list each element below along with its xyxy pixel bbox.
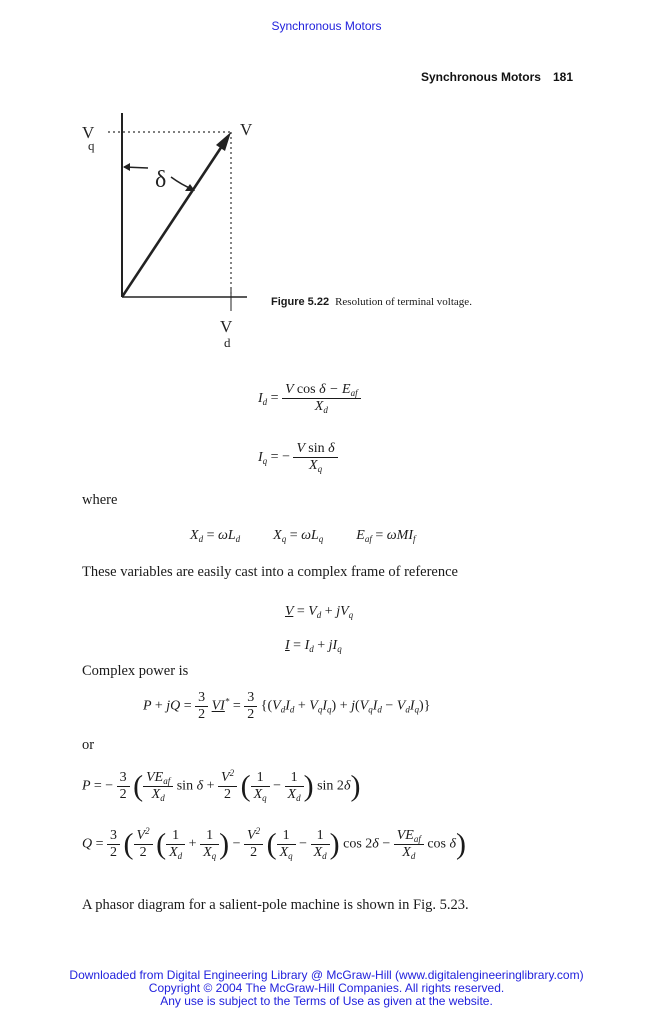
- vd-label-sub: d: [224, 335, 231, 350]
- v-label: V: [240, 120, 253, 139]
- equation-iq: $I_q$ = − $\frac{\text{V sin δ}}{X_q}$: [258, 441, 338, 474]
- delta-label: δ: [155, 167, 167, 193]
- footer-line-download[interactable]: Downloaded from Digital Engineering Library @ McGraw-Hill (www.digitalengineeringlibrary.com): [69, 968, 584, 982]
- equation-v-complex: $V = V_d + jV_q$: [285, 604, 354, 620]
- text-or: or: [82, 737, 95, 753]
- caption-label: Figure 5.22: [271, 296, 330, 308]
- equation-id: $I_d$ = $\frac{V \cos \delta - E_{af}}{X_d}$: [258, 382, 361, 415]
- caption-text: Resolution of terminal voltage.: [335, 296, 472, 308]
- text-cast: These variables are easily cast into a complex frame of reference: [82, 564, 458, 580]
- delta-arrowhead-left: [123, 163, 130, 171]
- running-head: [421, 70, 573, 84]
- equation-q: Q = $\frac{3}{2}$ ( $\frac{V^2}{2}$ ( $\frac{1}{X_d}$ + $\frac{1}{X_q}$ ) − $\frac{V^2}{2}$ ( $\frac{1}{X_q}$ − $\frac{1}{X_d}$ ) cos 2δ − $\frac{VE_{af}}{X_d}$ cos δ): [82, 826, 467, 861]
- page-number: 181: [552, 70, 573, 84]
- equation-complex-power: P + jQ = $\frac{3}{2}$ VI* = $\frac{3}{2}$ $\{(V_dI_d + V_qI_q) + j(V_qI_d - V_dI_q)\}$: [143, 690, 431, 722]
- footer-notice: [0, 969, 653, 1008]
- voltage-resolution-diagram: [70, 105, 270, 355]
- figure-caption: [271, 296, 472, 308]
- equation-p: P = − $\frac{3}{2}$ ( $\frac{VE_{af}}{X_d}$ sin δ + $\frac{V^2}{2}$ ( $\frac{1}{X_q}$ − $\frac{1}{X_d}$ ) sin 2δ): [82, 768, 361, 803]
- vq-label: V: [82, 123, 95, 142]
- text-phasor: A phasor diagram for a salient-pole machine is shown in Fig. 5.23.: [82, 897, 469, 913]
- running-title: Synchronous Motors: [420, 70, 541, 84]
- v-phasor-arrowhead: [216, 132, 231, 151]
- footer-line-copyright: Copyright © 2004 The McGraw-Hill Companies. All rights reserved.: [148, 981, 505, 995]
- equation-i-complex: $I = I_d + jI_q$: [285, 638, 342, 654]
- v-phasor: [122, 137, 228, 297]
- text-where: where: [82, 492, 118, 508]
- vd-label: V: [220, 317, 233, 336]
- vq-label-sub: q: [88, 138, 95, 153]
- footer-line-terms[interactable]: Any use is subject to the Terms of Use as given at the website.: [160, 994, 493, 1008]
- equation-reactances: $X_d = \omega L_d$ $X_q = \omega L_q$ $E_{af} = \omega MI_f$: [190, 528, 416, 544]
- text-complex-power: Complex power is: [82, 663, 189, 679]
- top-link[interactable]: Synchronous Motors: [271, 19, 382, 33]
